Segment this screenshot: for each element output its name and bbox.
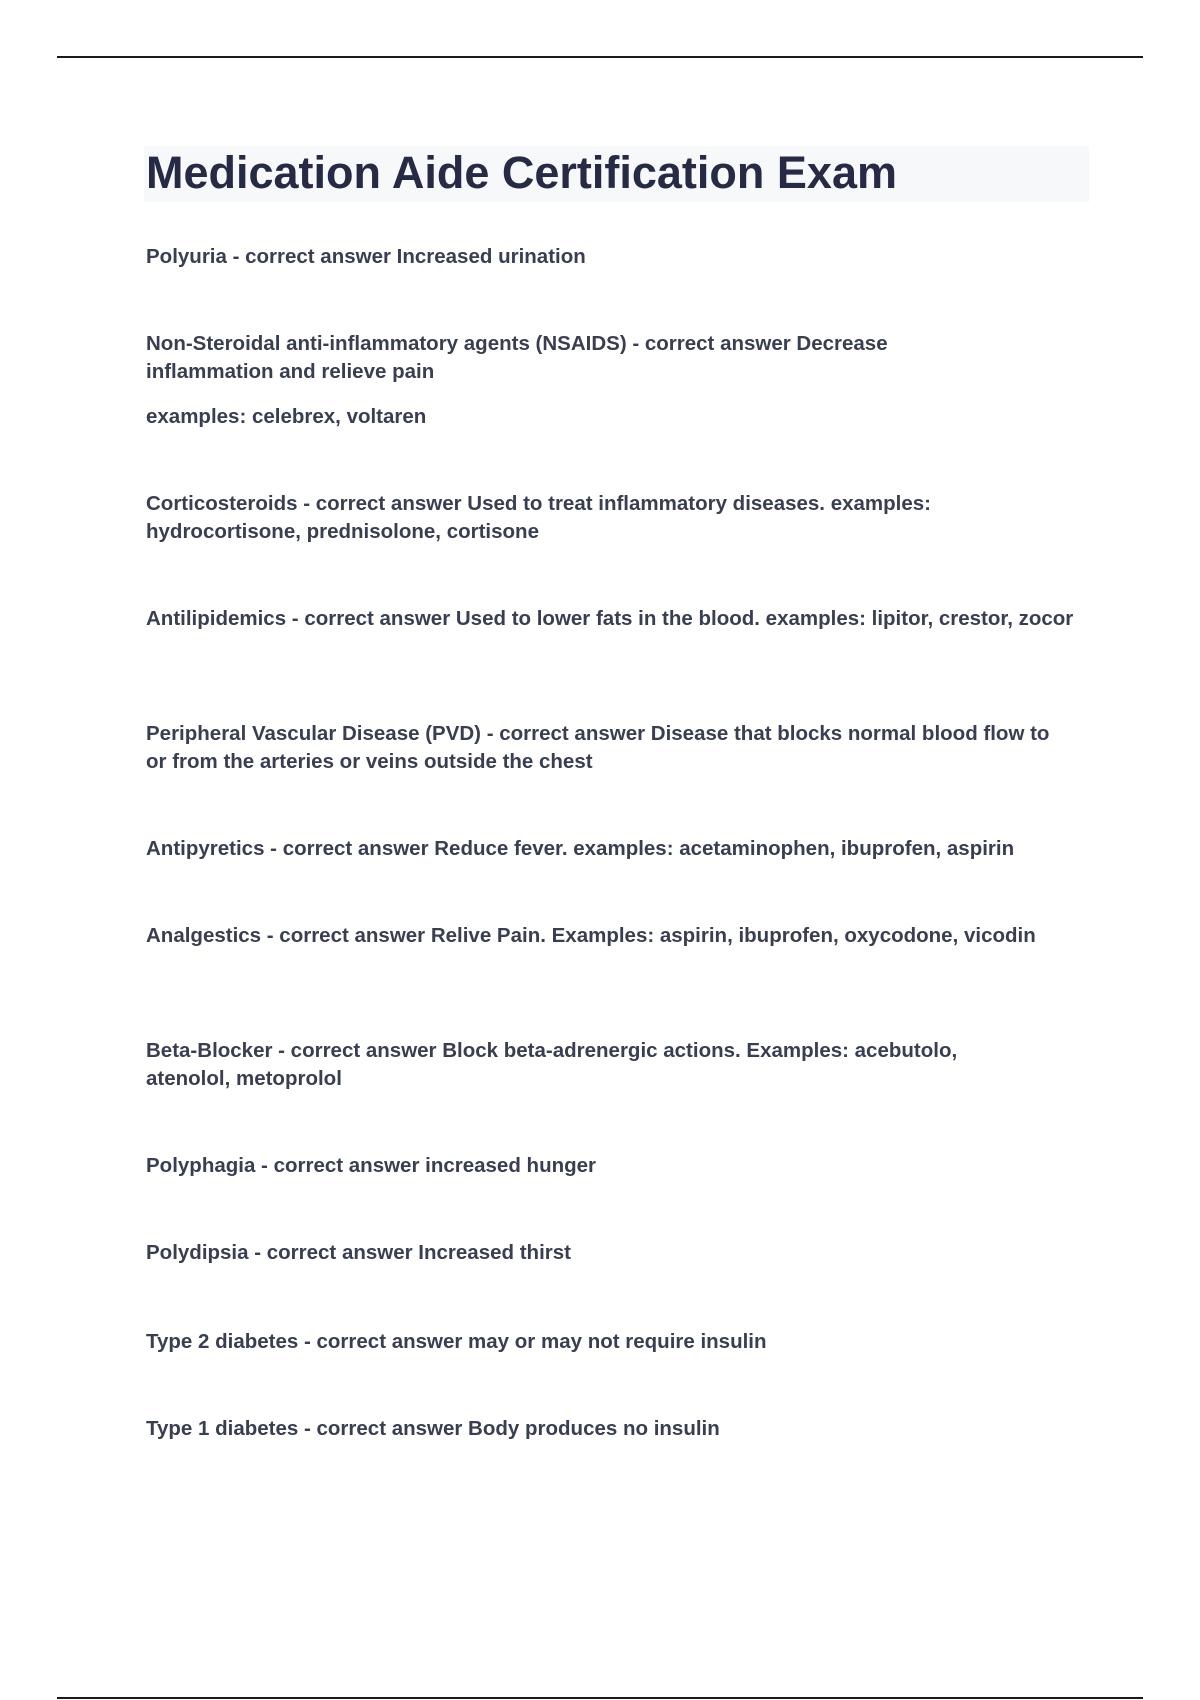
- entry-polyuria: Polyuria - correct answer Increased urination: [146, 245, 586, 268]
- entry-polydipsia: Polydipsia - correct answer Increased thirst: [146, 1241, 571, 1264]
- entry-nsaids-examples: examples: celebrex, voltaren: [146, 405, 427, 428]
- top-rule: [57, 56, 1143, 58]
- entry-antilipidemics: Antilipidemics - correct answer Used to lower fats in the blood. examples: lipitor, crestor, zocor: [146, 607, 1074, 630]
- entry-antipyretics: Antipyretics - correct answer Reduce fever. examples: acetaminophen, ibuprofen, aspirin: [146, 837, 1015, 860]
- entry-corticosteroids: Corticosteroids - correct answer Used to treat inflammatory diseases. examples: hydrocortisone, prednisolone, cortisone: [146, 492, 931, 543]
- entry-beta-blocker: Beta-Blocker - correct answer Block beta-adrenergic actions. Examples: acebutolo, atenolol, metoprolol: [146, 1039, 958, 1090]
- document-title: Medication Aide Certification Exam: [146, 147, 897, 198]
- bottom-rule: [57, 1697, 1143, 1699]
- entry-type-2-diabetes: Type 2 diabetes - correct answer may or may not require insulin: [146, 1330, 767, 1353]
- entry-type-1-diabetes: Type 1 diabetes - correct answer Body produces no insulin: [146, 1417, 720, 1440]
- entry-polyphagia: Polyphagia - correct answer increased hunger: [146, 1154, 597, 1177]
- entry-nsaids: Non-Steroidal anti-inflammatory agents (NSAIDS) - correct answer Decrease inflammation and relieve pain: [146, 332, 888, 383]
- entry-analgestics: Analgestics - correct answer Relive Pain. Examples: aspirin, ibuprofen, oxycodone, vicodin: [146, 924, 1036, 947]
- entry-pvd: Peripheral Vascular Disease (PVD) - correct answer Disease that blocks normal blood flow to or from the arteries or veins outside the chest: [146, 722, 1050, 773]
